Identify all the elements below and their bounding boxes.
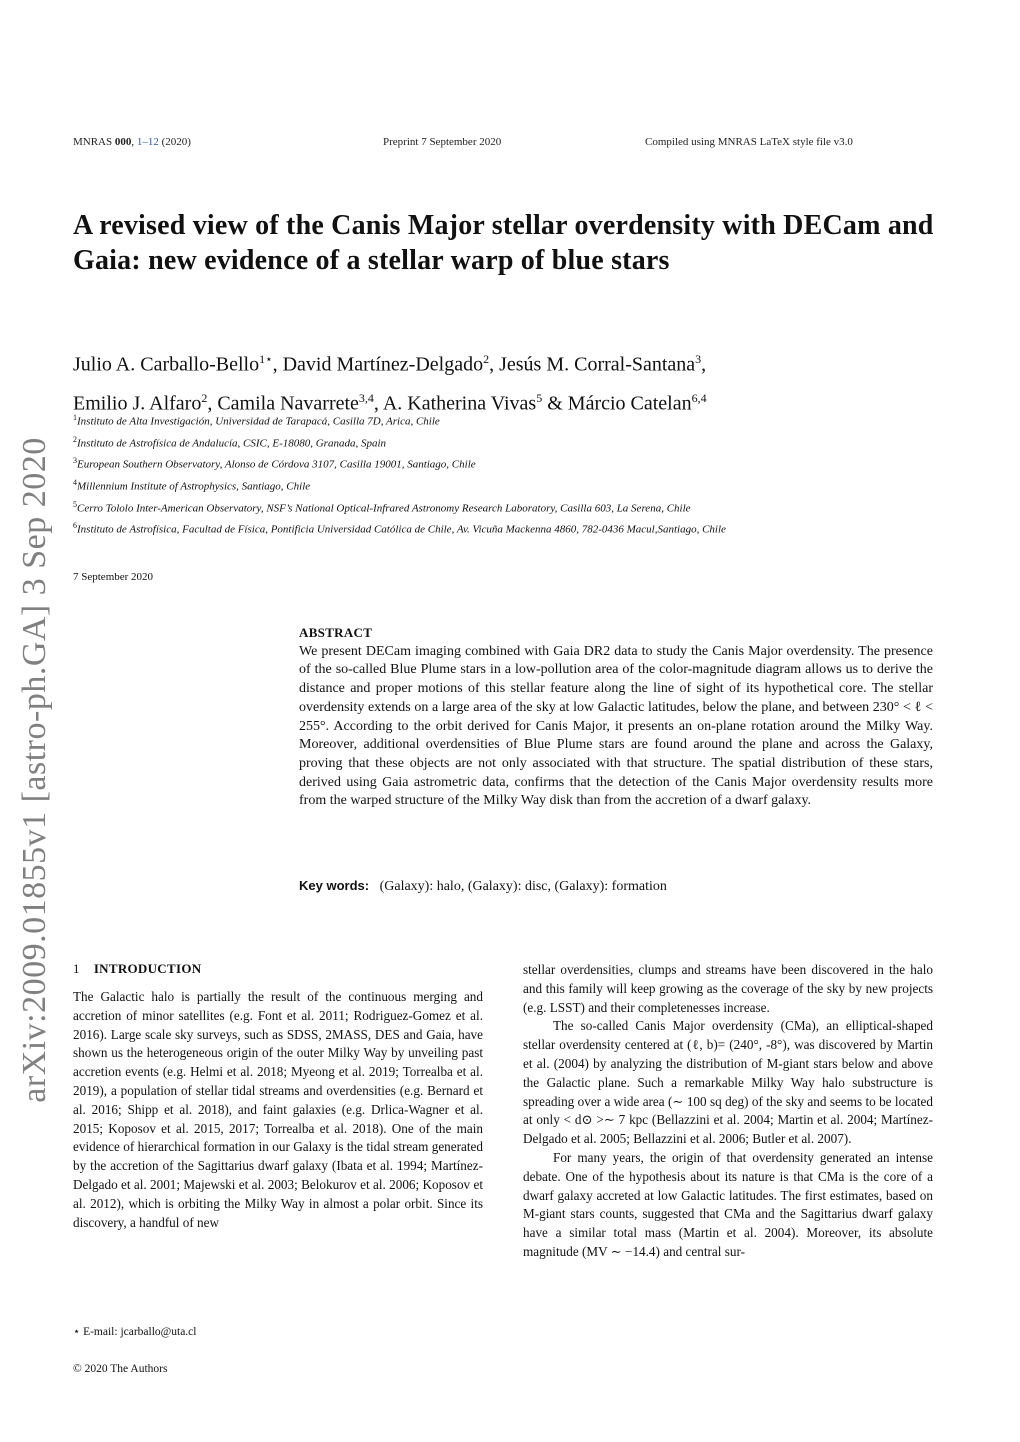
page-range-link[interactable]: 1–12 — [136, 136, 159, 148]
author-affil-marker: 2 — [483, 352, 490, 366]
author-line-1: Julio A. Carballo-Bello$^{1⋆}$, David Martínez-Delgado$^2$, Jesús M. Corral-Santana$^3$, — [73, 352, 707, 376]
section-number: 1 — [73, 961, 80, 976]
intro-paragraph-origin: For many years, the origin of that overdensity generated an intense debate. One of the hypothesis about its nature is that CMa is the core of a dwarf galaxy accreted at low Galactic latitudes. The first estimates, based on M-giant stars counts, suggested that CMa and the Sagittarius dwarf galaxy have a similar total mass (Martin et al. 2004). Moreover, its absolute magnitude (MV ∼ −14.4) and central sur- — [523, 1149, 933, 1259]
author-name: Jesús M. Corral-Santana — [499, 353, 696, 376]
copyright: © 2020 The Authors — [73, 1363, 168, 1375]
author-affil-marker: 6,4 — [691, 390, 707, 405]
abstract-text: We present DECam imaging combined with Gaia DR2 data to study the Canis Major overdensity. The presence of the so-called Blue Plume stars in a low-pollution area of the color-magnitude diagram allows us to derive the distance and proper motions of this stellar feature along the line of sight of its hypothetical core. The stellar overdensity extends on a large area of the sky at low Galactic latitudes, below the plane, and between 230° < ℓ < 255°. According to the orbit derived for Canis Major, it presents an on-plane rotation around the Milky Way. Moreover, additional overdensities of Blue Plume stars are found around the plane and across the Galaxy, proving that these objects are not only associated with that structure. The spatial distribution of these stars, derived using Gaia astrometric data, confirms that the detection of the Canis Major overdensity results more from the warped structure of the Milky Way disk than from the accretion of a dwarf galaxy. — [299, 643, 933, 809]
intro-column-right — [523, 961, 933, 1262]
email-footnote: ⋆ E-mail: jcarballo@uta.cl — [73, 1326, 197, 1338]
arxiv-stamp — [0, 420, 70, 1120]
affiliation-number: 2 — [73, 434, 77, 444]
header-compiled: Compiled using MNRAS LaTeX style file v3.0 — [645, 136, 853, 148]
affiliation — [73, 474, 1020, 496]
abstract — [299, 624, 933, 811]
abstract-heading: ABSTRACT — [299, 625, 373, 640]
affiliation — [73, 431, 1020, 453]
author-line-2: Emilio J. Alfaro$^2$, Camila Navarrete$^{3,4}$, A. Katherina Vivas$^5$ & Márcio Catelan$^{6,4}$ — [73, 390, 707, 415]
affiliation — [73, 409, 1020, 431]
affiliation-number: 5 — [73, 499, 77, 509]
affiliation-text: Instituto de Astrofísica, Facultad de Física, Pontificia Universidad Católica de Chile, Av. Vicuña Mackenna 4860, 782-0436 Macul,Santiago, Chile — [77, 523, 726, 536]
intro-paragraph-cma: The so-called Canis Major overdensity (CMa), an elliptical-shaped stellar overdensity centered at (ℓ, b)= (240°, -8°), was discovered by Martin et al. (2004) by analyzing the distribution of M-giant stars below and above the Galactic plane. Such a remarkable Milky Way halo substructure is spreading over a wide area (∼ 100 sq deg) of the sky and seems to be located at only < d⊙ >∼ 7 kpc (Bellazzini et al. 2004; Martin et al. 2004; Martínez-Delgado et al. 2005; Bellazzini et al. 2006; Butler et al. 2007). — [523, 1018, 933, 1147]
author-name: Márcio Catelan — [567, 392, 692, 415]
header-preprint: Preprint 7 September 2020 — [383, 136, 502, 148]
affiliation-number: 3 — [73, 456, 77, 466]
affiliation-list — [73, 409, 1020, 539]
author-affil-marker: 3,4 — [358, 390, 374, 405]
affiliation-text: Instituto de Astrofísica de Andalucía, CSIC, E-18080, Granada, Spain — [77, 437, 387, 450]
affiliation — [73, 517, 1020, 539]
keywords-label: Key words: — [299, 878, 370, 893]
intro-paragraph-continued: stellar overdensities, clumps and streams have been discovered in the halo and this family will keep growing as the coverage of the sky by new projects (e.g. LSST) and their completenesses increase. — [523, 962, 933, 1015]
affiliation-number: 4 — [73, 477, 77, 487]
paper-date: 7 September 2020 — [73, 571, 154, 583]
author-name: Julio A. Carballo-Bello — [73, 353, 260, 376]
affiliation — [73, 496, 1020, 518]
affiliation-number: 6 — [73, 521, 77, 531]
author-affil-marker: 2 — [201, 390, 208, 405]
affiliation — [73, 452, 1020, 474]
affiliation-number: 1 — [73, 413, 77, 422]
author-affil-marker: 1⋆ — [259, 352, 273, 366]
affiliation-text: Millennium Institute of Astrophysics, Santiago, Chile — [77, 480, 311, 493]
author-name: A. Katherina Vivas — [382, 392, 537, 415]
affiliation-text: European Southern Observatory, Alonso de Córdova 3107, Casilla 19001, Santiago, Chile — [77, 458, 476, 471]
arxiv-stamp-text: arXiv:2009.01855v1 [astro-ph.GA] 3 Sep 2020 — [16, 437, 53, 1103]
affiliation-text: Instituto de Alta Investigación, Universidad de Tarapacá, Casilla 7D, Arica, Chile — [77, 415, 440, 428]
section-title: INTRODUCTION — [93, 961, 202, 976]
keywords-list: (Galaxy): halo, (Galaxy): disc, (Galaxy): formation — [379, 879, 667, 894]
header-journal: MNRAS 000, 1–12 (2020) — [73, 136, 191, 148]
author-affil-marker: 3 — [695, 352, 702, 366]
author-affil-marker: 5 — [536, 390, 543, 405]
keywords — [299, 878, 933, 895]
author-name: Emilio J. Alfaro — [73, 392, 202, 415]
paper-title: A revised view of the Canis Major stellar overdensity with DECam and Gaia: new evidence of a stellar warp of blue stars — [73, 210, 934, 276]
intro-column-left: The Galactic halo is partially the result of the continuous merging and accretion of minor satellites (e.g. Font et al. 2011; Rodriguez-Gomez et al. 2016). Large scale sky surveys, such as SDSS, 2MASS, DES and Gaia, have shown us the heterogeneous origin of the outer Milky Way by unveiling past accretion events (e.g. Helmi et al. 2018; Myeong et al. 2019; Torrealba et al. 2019), a population of stellar tidal streams and overdensities (e.g. Bernard et al. 2016; Shipp et al. 2018), and faint galaxies (e.g. Drlica-Wagner et al. 2015; Koposov et al. 2015, 2017; Torrealba et al. 2018). One of the main evidence of hierarchical formation in our Galaxy is the tidal stream generated by the accretion of the Sagittarius dwarf galaxy (Ibata et al. 1994; Martínez-Delgado et al. 2001; Majewski et al. 2003; Belokurov et al. 2006; Koposov et al. 2012), which is orbiting the Milky Way in almost a polar orbit. Since its discovery, a handful of new — [73, 989, 483, 1230]
section-heading-introduction — [73, 961, 201, 977]
affiliation-text: Cerro Tololo Inter-American Observatory, NSF’s National Optical-Infrared Astronomy Research Laboratory, Casilla 603, La Serena, Chile — [77, 502, 691, 515]
author-name: Camila Navarrete — [217, 392, 359, 415]
author-name: David Martínez-Delgado — [282, 353, 484, 376]
